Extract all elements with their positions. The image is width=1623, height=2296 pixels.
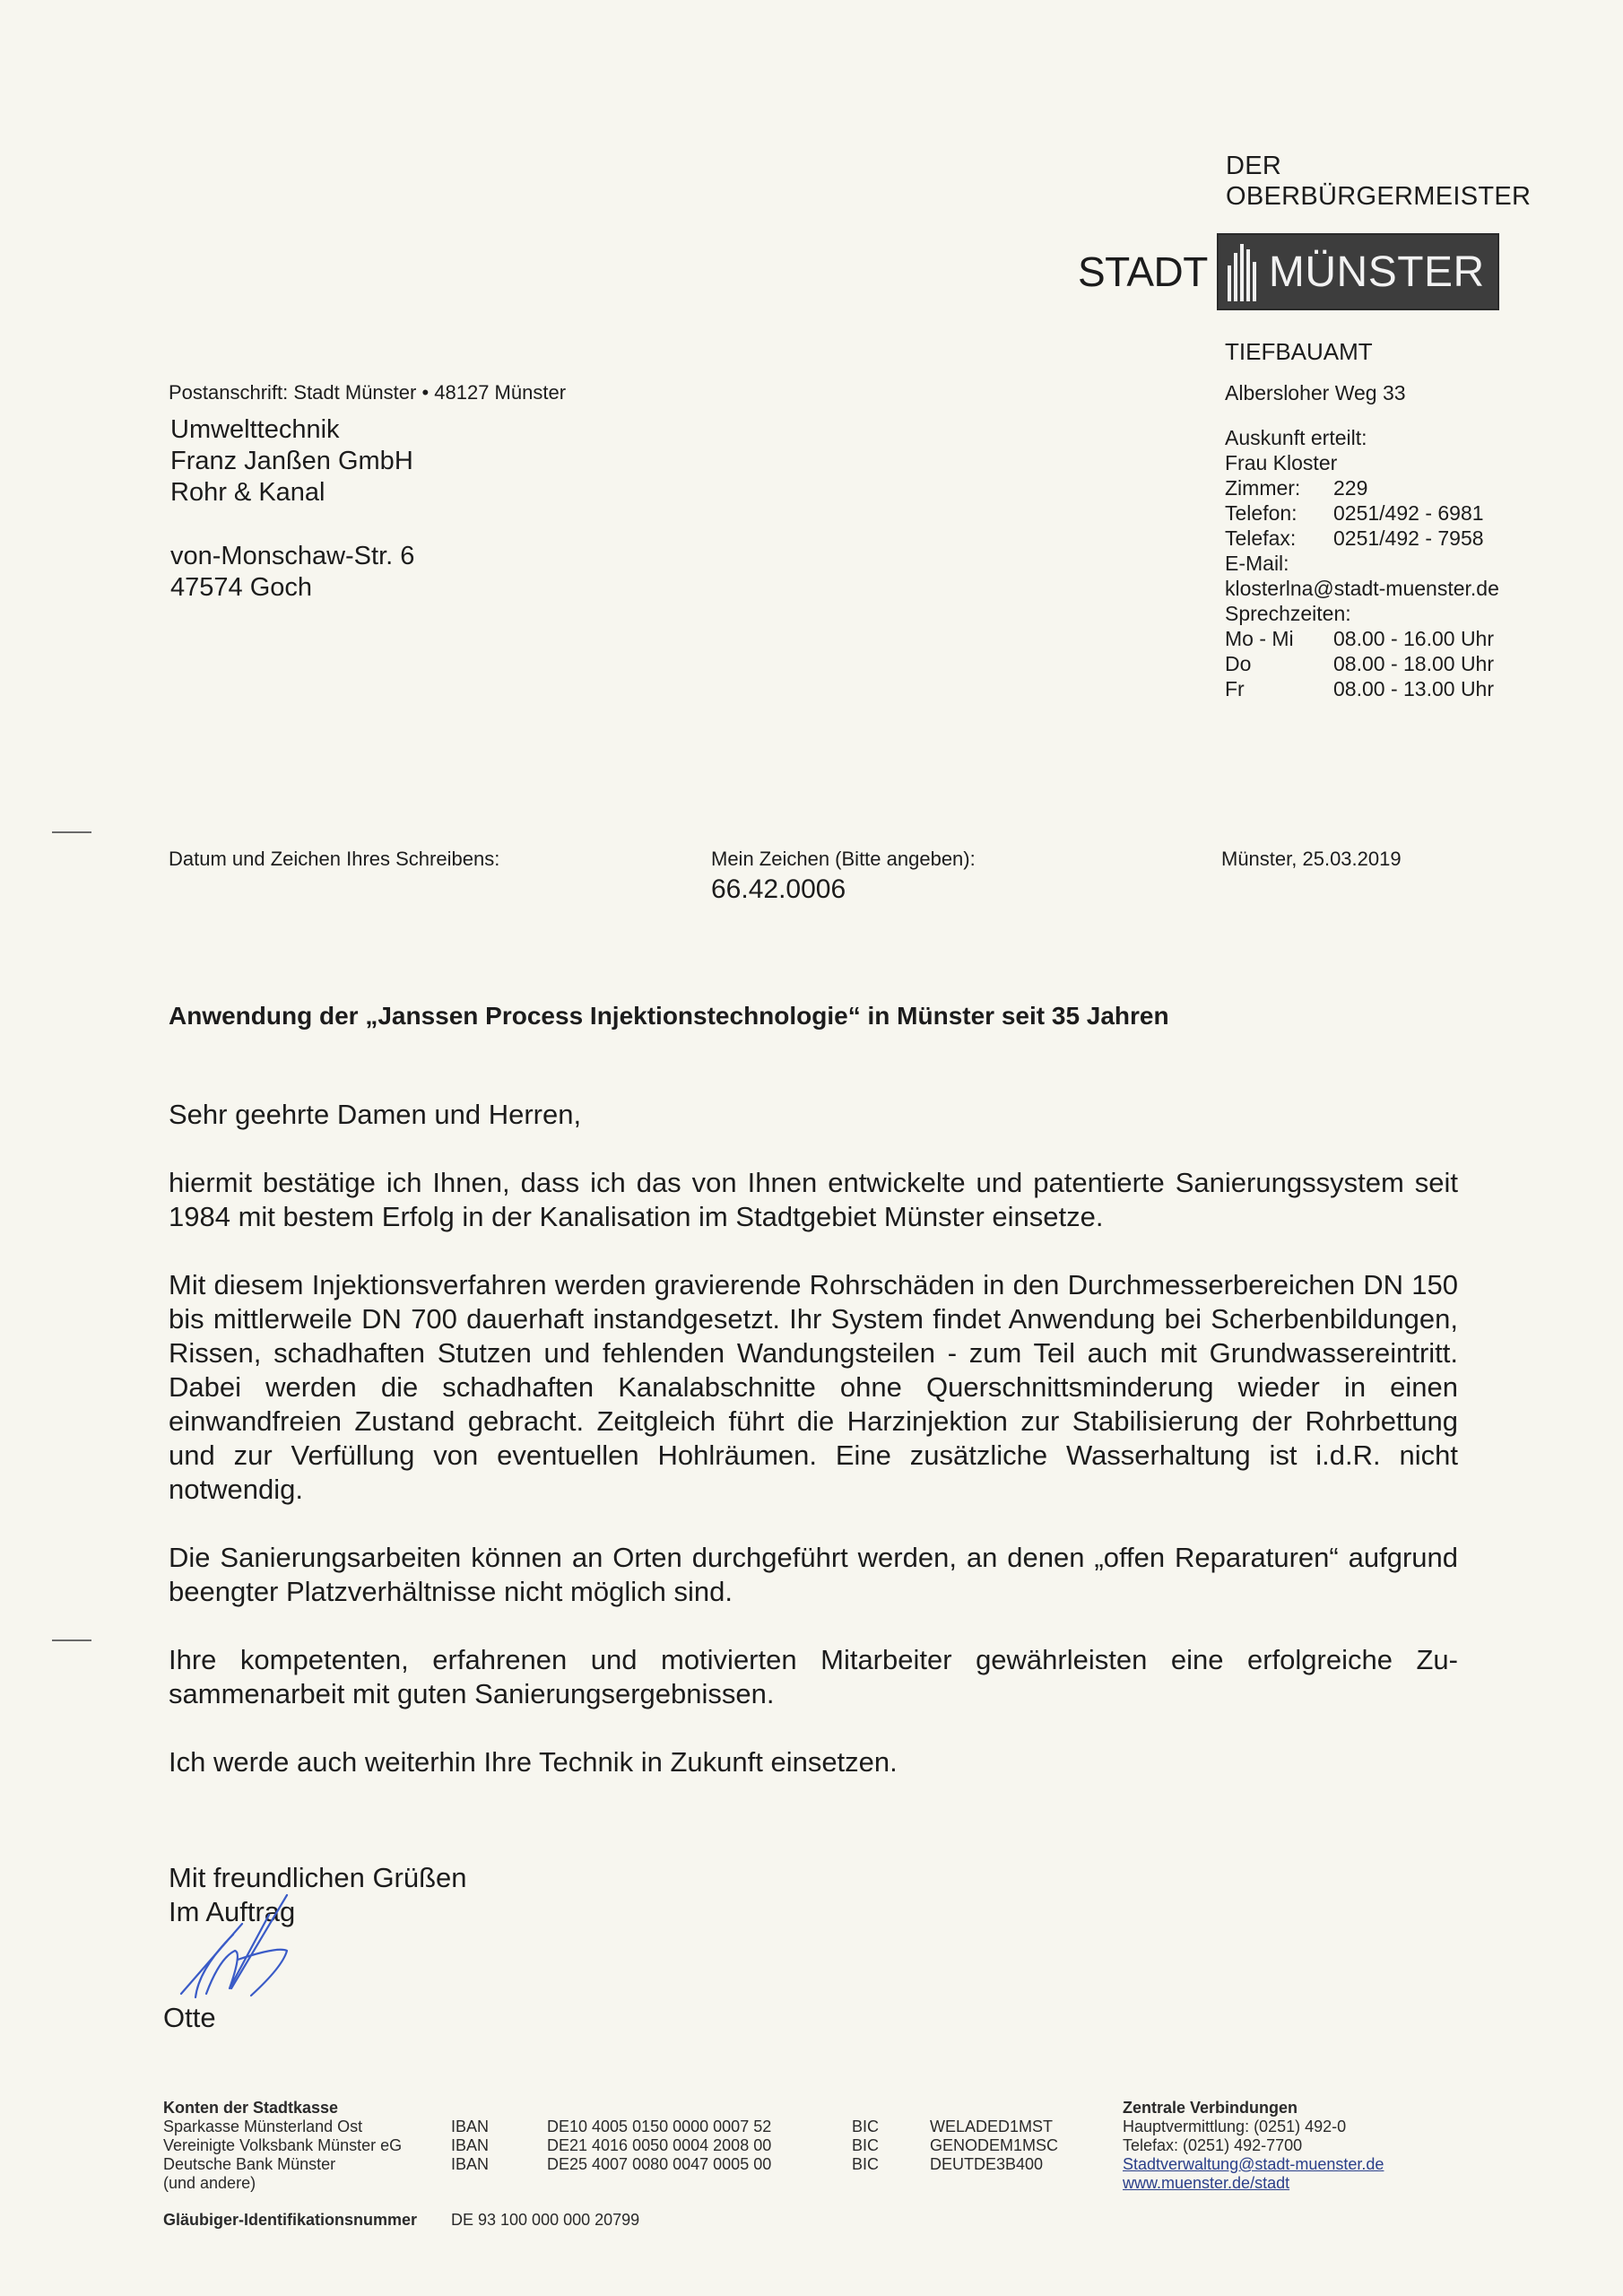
department-title xyxy=(1226,151,1531,212)
recipient-city: 47574 Goch xyxy=(170,573,313,602)
hours-row: Mo - Mi 08.00 - 16.00 Uhr xyxy=(1225,627,1495,650)
fold-mark-bottom xyxy=(52,1639,91,1641)
fax-number: 0251/492 - 7958 xyxy=(1333,526,1484,550)
return-address: Postanschrift: Stadt Münster • 48127 Münster xyxy=(169,381,567,404)
hours-label: Sprechzeiten: xyxy=(1225,602,1351,625)
fold-mark-top xyxy=(52,831,91,833)
recipient-line: Umwelttechnik xyxy=(170,415,340,444)
central-email-link[interactable]: Stadtverwaltung@stadt-muenster.de xyxy=(1123,2155,1384,2173)
recipient-line: Franz Janßen GmbH xyxy=(170,447,413,475)
iban: DE25 4007 0080 0047 0005 00 xyxy=(547,2155,772,2173)
central-fax: Telefax: (0251) 492-7700 xyxy=(1123,2136,1303,2154)
office-name: TIEFBAUAMT xyxy=(1225,338,1373,365)
accounts-title: Konten der Stadtkasse xyxy=(163,2099,339,2117)
central-web-link[interactable]: www.muenster.de/stadt xyxy=(1123,2174,1290,2192)
email-address[interactable]: klosterlna@stadt-muenster.de xyxy=(1225,577,1499,600)
dept-line-2: OBERBÜRGERMEISTER xyxy=(1226,182,1532,211)
signature-icon xyxy=(179,1888,341,2005)
bank-name: Vereinigte Volksbank Münster eG xyxy=(163,2136,403,2154)
recipient-address xyxy=(170,414,414,604)
iban: DE10 4005 0150 0000 0007 52 xyxy=(547,2118,772,2135)
signer-name: Otte xyxy=(163,2002,216,2033)
phone-row: Telefon: 0251/492 - 6981 xyxy=(1225,501,1484,525)
fax-row: Telefax: 0251/492 - 7958 xyxy=(1225,526,1484,550)
closing-line: Mit freundlichen Grüßen xyxy=(169,1862,467,1893)
logo-prefix: STADT xyxy=(1078,248,1208,295)
central-phone: Hauptvermittlung: (0251) 492-0 xyxy=(1123,2118,1347,2135)
paragraph: Ich werde auch weiterhin Ihre Technik in Zukunft einsetzen. xyxy=(169,1746,898,1778)
contact-block xyxy=(1225,339,1499,701)
bic: DEUTDE3B400 xyxy=(930,2155,1044,2173)
bic-labels: BIC BIC BIC xyxy=(852,2118,880,2173)
bic-values xyxy=(930,2118,1058,2174)
room-number: 229 xyxy=(1333,476,1368,500)
email-label: E-Mail: xyxy=(1225,552,1289,575)
letter-body xyxy=(169,1098,1458,1813)
room-row: Zimmer: 229 xyxy=(1225,476,1368,500)
phone-number: 0251/492 - 6981 xyxy=(1333,501,1484,525)
footer-accounts xyxy=(163,2099,450,2193)
place-date: Münster, 25.03.2019 xyxy=(1221,848,1402,870)
info-label: Auskunft erteilt: xyxy=(1225,426,1367,449)
other-banks: (und andere) xyxy=(163,2174,256,2192)
hours-row: Do 08.00 - 18.00 Uhr xyxy=(1225,652,1495,675)
iban-labels: IBAN IBAN IBAN xyxy=(451,2118,490,2173)
paragraph: Die Sanierungsarbeiten können an Orten durchgeführt werden, an denen „offen Reparaturen“ aufgrund beengter Platzverhältnisse nicht möglich sind. xyxy=(169,1542,1458,1607)
logo-name: MÜNSTER xyxy=(1268,248,1485,296)
paragraph: hiermit bestätige ich Ihnen, dass ich das von Ihnen entwickelte und patentierte Sanierungssystem seit 1984 mit bestem Erfolg in der Kanalisation im Stadtgebiet Münster einsetze. xyxy=(169,1167,1458,1232)
paragraph: Mit diesem Injektionsverfahren werden gravierende Rohrschäden in den Durchmesserbereichen DN 150 bis mittlerweile DN 700 dauerhaft instandgesetzt. Ihr System findet Anwendung bei Scherbenbildungen, Rissen, schadhaften Stutzen und fehlenden Wandungsteilen - zum Teil auch mit Grundwassereintritt. Dabei werden die schadhaften Kanalabschnitte ohne Querschnittsminderung wieder in einen einwandfreien Zustand gebracht. Zeitgleich führt die Harzinjektion zur Stabilisierung der Rohrbettung und zur Verfüllung von eventuellen Hohlräumen. Eine zusätzliche Wasserhaltung ist i.d.R. nicht notwendig. xyxy=(169,1269,1458,1505)
bic: WELADED1MST xyxy=(930,2118,1054,2135)
my-reference-value: 66.42.0006 xyxy=(711,874,846,904)
iban-values xyxy=(547,2118,771,2174)
letter-subject: Anwendung der „Janssen Process Injektionstechnologie“ in Münster seit 35 Jahren xyxy=(169,1002,1169,1030)
creditor-id-label: Gläubiger-Identifikationsnummer xyxy=(163,2211,418,2229)
recipient-street: von-Monschaw-Str. 6 xyxy=(170,542,415,570)
bank-name: Deutsche Bank Münster xyxy=(163,2155,336,2173)
footer-central-contacts xyxy=(1123,2099,1384,2193)
logo-box xyxy=(1217,233,1499,310)
creditor-id-value: DE 93 100 000 000 20799 xyxy=(451,2211,640,2229)
bic: GENODEM1MSC xyxy=(930,2136,1059,2154)
your-reference-label: Datum und Zeichen Ihres Schreibens: xyxy=(169,848,500,870)
central-title: Zentrale Verbindungen xyxy=(1123,2099,1298,2117)
recipient-line: Rohr & Kanal xyxy=(170,478,325,507)
contact-person: Frau Kloster xyxy=(1225,451,1338,474)
office-street: Albersloher Weg 33 xyxy=(1225,381,1406,404)
my-reference-label: Mein Zeichen (Bitte angeben): xyxy=(711,848,976,870)
paragraph: Ihre kompetenten, erfahrenen und motivierten Mitarbeiter gewährleisten eine erfolgreiche Zusammenarbeit mit guten Sanierungsergebnissen. xyxy=(169,1644,1458,1709)
salutation: Sehr geehrte Damen und Herren, xyxy=(169,1099,582,1130)
bank-name: Sparkasse Münsterland Ost xyxy=(163,2118,363,2135)
dept-line-1: DER xyxy=(1226,152,1282,180)
city-emblem-icon xyxy=(1228,242,1256,301)
hours-row: Fr 08.00 - 13.00 Uhr xyxy=(1225,677,1495,700)
closing-line-2: Im Auftrag xyxy=(169,1896,296,1927)
city-logo xyxy=(1078,235,1499,309)
iban: DE21 4016 0050 0004 2008 00 xyxy=(547,2136,772,2154)
